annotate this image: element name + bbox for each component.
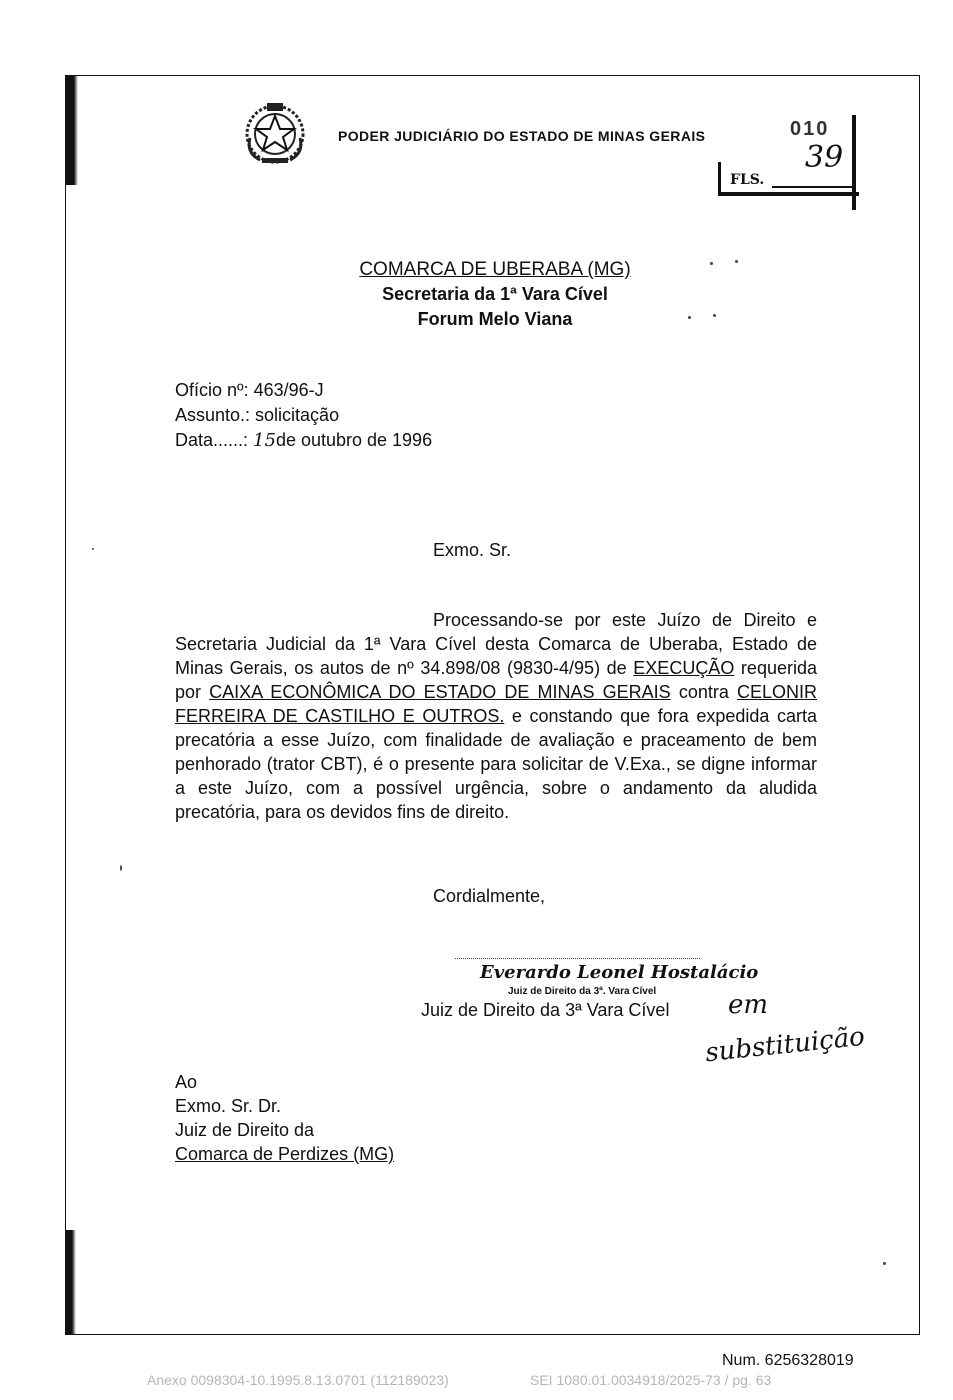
scan-speck <box>883 1262 886 1265</box>
scan-edge-top <box>65 75 78 185</box>
court-heading <box>300 257 690 332</box>
signature-name: Everardo Leonel Hostalácio <box>480 962 759 983</box>
addressee-line-4: Comarca de Perdizes (MG) <box>175 1144 395 1164</box>
judge-title: Juiz de Direito da 3ª Vara Cível <box>421 1000 670 1020</box>
addressee-block <box>175 1070 394 1166</box>
footer-anexo: Anexo 0098304-10.1995.8.13.0701 (112189023) <box>147 1372 449 1388</box>
body-part-1: Processando-se por este Juízo de Direito e Secretaria Judicial da 1ª Vara Cível desta Comarca de Uberaba, Estado de Minas Gerais, os autos de nº 34.898/08 (9830-4/95) de <box>175 610 817 678</box>
body-part-4: e constando que fora expedida carta precatória a esse Juízo, com finalidade de avaliação e praceamento de bem penhorado (trator CBT), é o presente para solicitar de V.Exa., se digne informar a este Juízo, com a possível urgência, sobre o andamento da aludida precatória, para os devidos fins de direito. <box>175 706 817 822</box>
signature-line <box>455 958 700 959</box>
oficio-number: Ofício nº: 463/96-J <box>175 380 324 400</box>
institution-header: PODER JUDICIÁRIO DO ESTADO DE MINAS GERAIS <box>338 128 706 144</box>
secretaria-title: Secretaria da 1ª Vara Cível <box>382 284 608 304</box>
date-day: 15 <box>253 430 276 451</box>
handwritten-note-1: em <box>728 990 769 1020</box>
body-execucao: EXECUÇÃO <box>633 658 735 678</box>
salutation: Exmo. Sr. <box>433 540 512 560</box>
date-rest: de outubro de 1996 <box>275 430 433 450</box>
scan-edge-bottom <box>65 1230 76 1335</box>
fls-label: FLS. <box>730 172 765 188</box>
fls-page-number: 39 <box>805 140 844 175</box>
addressee-line-3: Juiz de Direito da <box>175 1120 315 1140</box>
body-requerente: CAIXA ECONÔMICA DO ESTADO DE MINAS GERAIS <box>209 682 671 702</box>
date-line <box>175 428 432 453</box>
stamp-number: 010 <box>790 118 830 140</box>
handwritten-note-2: substituição <box>703 1021 867 1069</box>
forum-title: Forum Melo Viana <box>417 309 573 329</box>
body-part-2: requerida por <box>175 658 817 702</box>
scan-speck <box>92 548 94 550</box>
comarca-title: COMARCA DE UBERABA (MG) <box>359 259 631 280</box>
scan-speck <box>688 316 691 319</box>
scan-speck <box>120 865 122 871</box>
scan-speck <box>710 262 713 265</box>
addressee-line-1: Ao <box>175 1072 198 1092</box>
body-requerido: CELONIR FERREIRA DE CASTILHO E OUTROS. <box>175 682 817 726</box>
subject: Assunto.: solicitação <box>175 405 340 425</box>
body-part-3: contra <box>670 682 737 702</box>
signature-stamp: Juiz de Direito da 3ª. Vara Cível <box>508 986 657 997</box>
fls-underline <box>772 186 852 188</box>
date-prefix: Data......: <box>175 430 254 450</box>
closing: Cordialmente, <box>433 886 546 906</box>
letter-metadata <box>175 378 432 453</box>
footer-sei: SEI 1080.01.0034918/2025-73 / pg. 63 <box>530 1372 772 1388</box>
letter-body <box>175 608 817 824</box>
coat-of-arms-icon <box>240 98 310 168</box>
addressee-line-2: Exmo. Sr. Dr. <box>175 1096 282 1116</box>
scan-speck <box>713 314 716 317</box>
scan-speck <box>735 260 738 263</box>
document-number: Num. 6256328019 <box>722 1352 854 1369</box>
